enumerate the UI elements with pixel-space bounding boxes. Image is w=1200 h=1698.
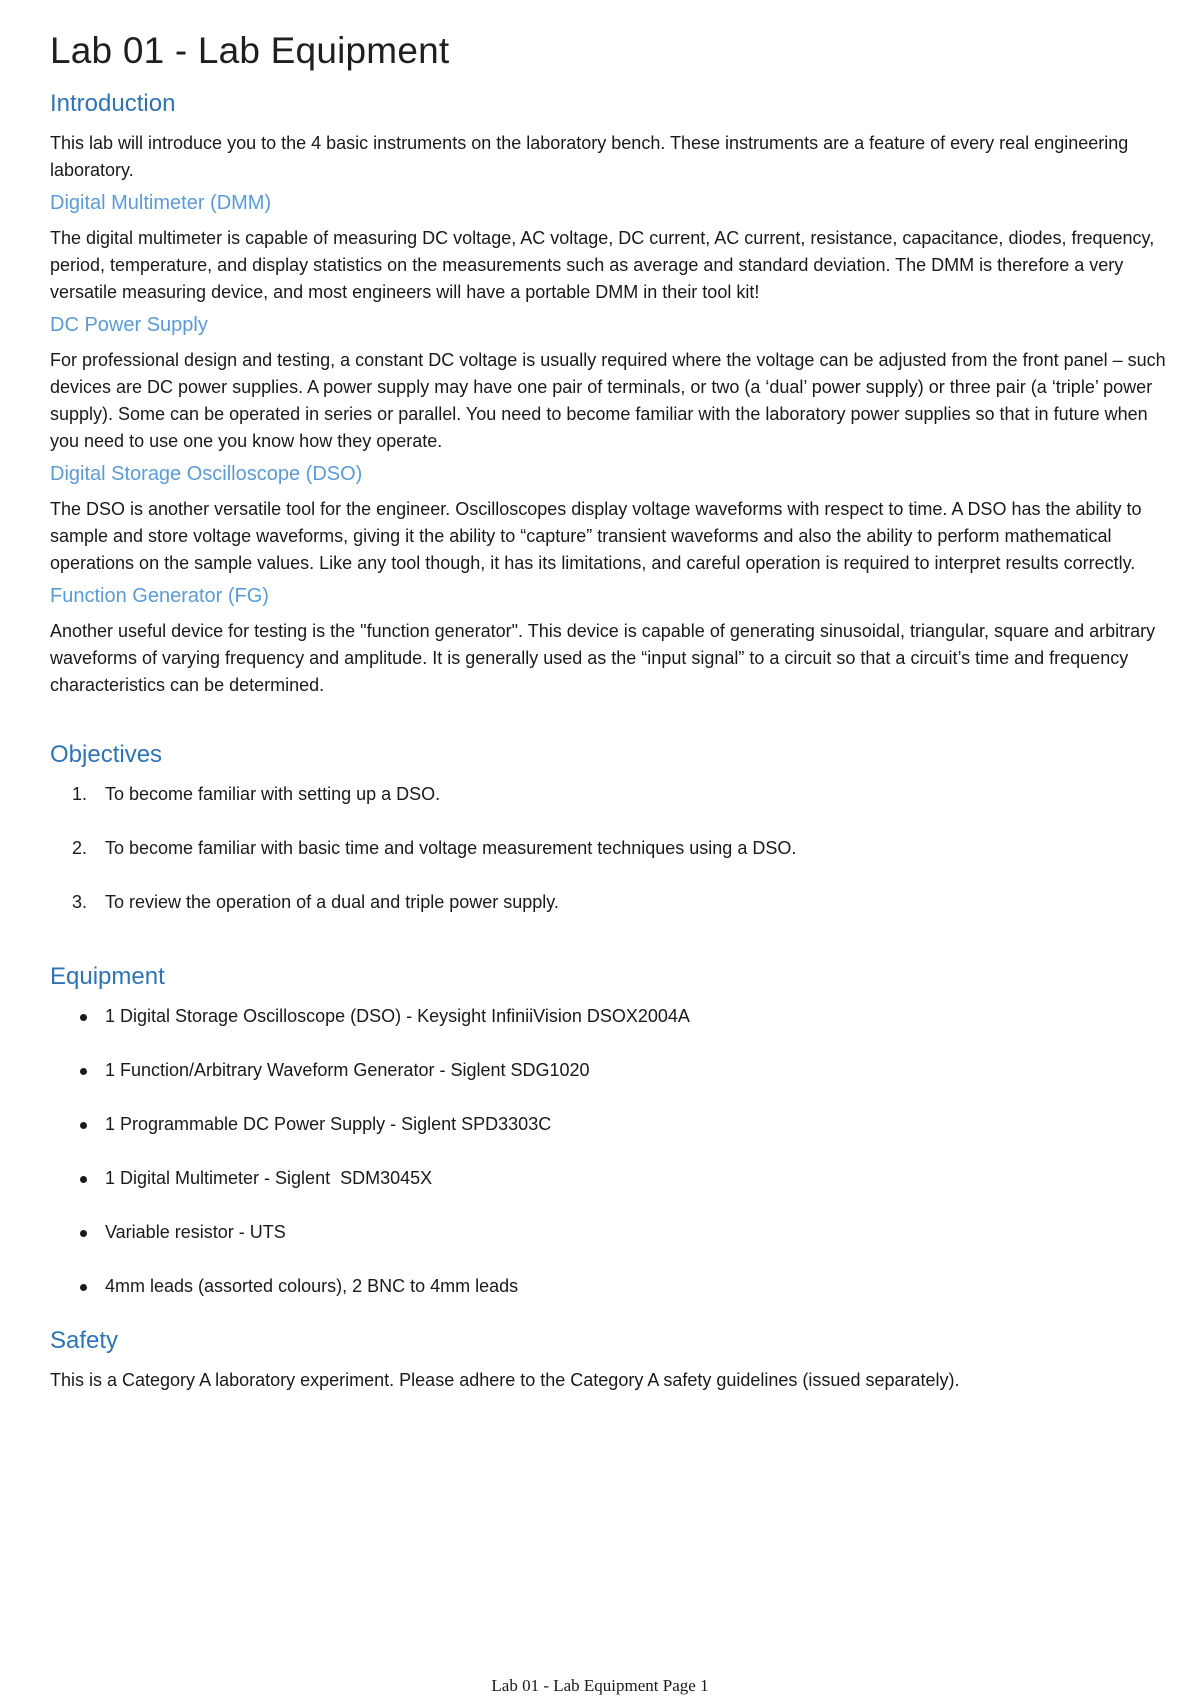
page-title: Lab 01 - Lab Equipment [50,30,450,71]
list-number: 1. [72,784,88,804]
function-generator-text: Another useful device for testing is the "function generator". This device is capable of generating sinusoidal, triangular, square and arbitrary waveforms of varying frequency and amplitude. It is generally used as the “input signal” to a circuit so that a circuit’s time and frequency characteristics can be determined. [50,621,1156,695]
equipment-list [50,1003,1170,1300]
introduction-heading: Introduction [50,90,176,117]
list-item-text: 4mm leads (assorted colours), 2 BNC to 4mm leads [105,1276,519,1296]
dso-text: The DSO is another versatile tool for the engineer. Oscilloscopes display voltage waveforms with respect to time. A DSO has the ability to sample and store voltage waveforms, giving it the ability to “capture” transient waveforms and also the ability to perform mathematical operations on the sample values. Like any tool though, it has its limitations, and careful operation is required to interpret results correctly. [50,499,1142,573]
list-item [50,1165,1170,1192]
list-item [50,889,1170,916]
objectives-list [50,781,1170,916]
list-item-text: Variable resistor - UTS [105,1222,286,1242]
bullet-icon [80,1284,87,1291]
list-item [50,1111,1170,1138]
equipment-heading: Equipment [50,963,165,990]
section-spacer [50,707,1170,741]
list-item [50,781,1170,808]
list-item-text: To review the operation of a dual and triple power supply. [105,892,559,912]
list-number: 2. [72,838,88,858]
introduction-text: This lab will introduce you to the 4 basic instruments on the laboratory bench. These instruments are a feature of every real engineering laboratory. [50,133,1129,180]
list-item [50,1219,1170,1246]
list-item [50,835,1170,862]
bullet-icon [80,1122,87,1129]
safety-text: This is a Category A laboratory experiment. Please adhere to the Category A safety guidelines (issued separately). [50,1370,960,1390]
list-item [50,1003,1170,1030]
bullet-icon [80,1014,87,1021]
bullet-icon [80,1068,87,1075]
dmm-heading: Digital Multimeter (DMM) [50,192,272,214]
function-generator-heading: Function Generator (FG) [50,585,269,607]
list-number: 3. [72,892,88,912]
list-item [50,1273,1170,1300]
section-spacer [50,943,1170,963]
bullet-icon [80,1176,87,1183]
list-item-text: 1 Programmable DC Power Supply - Siglent SPD3303C [105,1114,552,1134]
dmm-text: The digital multimeter is capable of measuring DC voltage, AC voltage, DC current, AC current, resistance, capacitance, diodes, frequency, period, temperature, and display statistics on the measurements such as average and standard deviation. The DMM is therefore a very versatile measuring device, and most engineers will have a portable DMM in their tool kit! [50,228,1155,302]
safety-heading: Safety [50,1327,119,1354]
objectives-heading: Objectives [50,741,163,768]
list-item-text: 1 Digital Multimeter - Siglent SDM3045X [105,1168,433,1188]
page-footer: Lab 01 - Lab Equipment Page 1 [491,1676,709,1695]
list-item-text: 1 Function/Arbitrary Waveform Generator - Siglent SDG1020 [105,1060,590,1080]
bullet-icon [80,1230,87,1237]
dc-power-supply-heading: DC Power Supply [50,314,208,336]
dc-power-supply-text: For professional design and testing, a constant DC voltage is usually required where the voltage can be adjusted from the front panel – such devices are DC power supplies. A power supply may have one pair of terminals, or two (a ‘dual’ power supply) or three pair (a ‘triple’ power supply). Some can be operated in series or parallel. You need to become familiar with the laboratory power supplies so that in future when you need to use one you know how they operate. [50,350,1166,451]
dso-heading: Digital Storage Oscilloscope (DSO) [50,463,363,485]
list-item-text: To become familiar with setting up a DSO. [105,784,441,804]
list-item-text: To become familiar with basic time and voltage measurement techniques using a DSO. [105,838,797,858]
list-item-text: 1 Digital Storage Oscilloscope (DSO) - Keysight InfiniiVision DSOX2004A [105,1006,690,1026]
list-item [50,1057,1170,1084]
document-page [50,30,1170,1402]
